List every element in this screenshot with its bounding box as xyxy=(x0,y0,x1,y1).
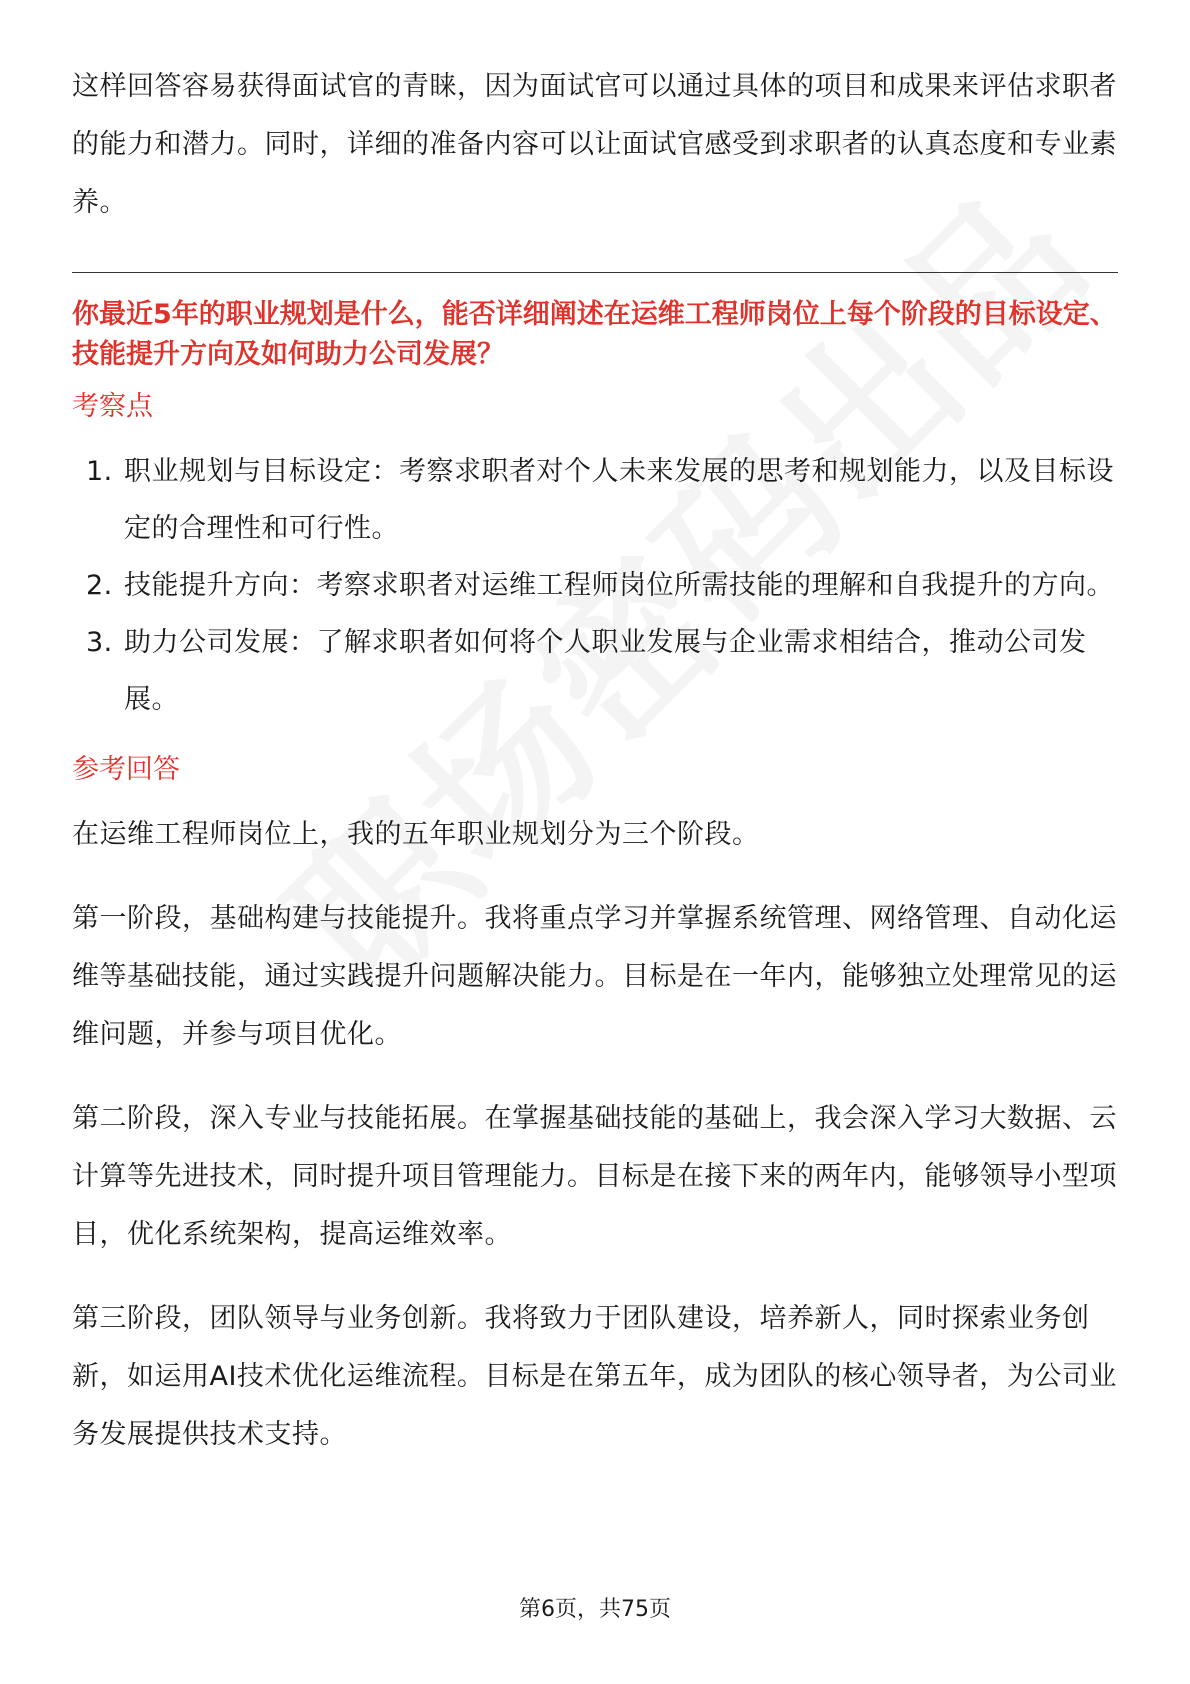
answer-paragraph: 在运维工程师岗位上，我的五年职业规划分为三个阶段。 xyxy=(72,819,760,850)
intro-paragraph: 这样回答容易获得面试官的青睐，因为面试官可以通过具体的项目和成果来评估求职者的能力和潜力。同时，详细的准备内容可以让面试官感受到求职者的认真态度和专业素养。 xyxy=(72,71,1117,218)
content-area xyxy=(72,58,1118,1490)
answer-paragraph: 第二阶段，深入专业与技能拓展。在掌握基础技能的基础上，我会深入学习大数据、云计算等先进技术，同时提升项目管理能力。目标是在接下来的两年内，能够领导小型项目，优化系统架构，提高运维效率。 xyxy=(72,1103,1117,1250)
assessment-item-text: 职业规划与目标设定：考察求职者对个人未来发展的思考和规划能力，以及目标设定的合理性和可行性。 xyxy=(124,456,1114,544)
assessment-item xyxy=(72,614,1118,728)
section-divider xyxy=(72,272,1118,273)
answer-paragraph: 第一阶段，基础构建与技能提升。我将重点学习并掌握系统管理、网络管理、自动化运维等基础技能，通过实践提升问题解决能力。目标是在一年内，能够独立处理常见的运维问题，并参与项目优化。 xyxy=(72,903,1117,1050)
list-number: 1. xyxy=(86,456,113,487)
list-number: 3. xyxy=(86,627,113,658)
assessment-item xyxy=(72,557,1118,614)
reference-answer-title: 参考回答 xyxy=(72,754,180,785)
assessment-item-text: 技能提升方向：考察求职者对运维工程师岗位所需技能的理解和自我提升的方向。 xyxy=(124,570,1114,601)
assessment-list xyxy=(72,443,1118,728)
page-footer: 第6页，共75页 xyxy=(519,1597,671,1622)
assessment-item xyxy=(72,443,1118,557)
assessment-item-text: 助力公司发展：了解求职者如何将个人职业发展与企业需求相结合，推动公司发展。 xyxy=(124,627,1087,715)
assessment-title: 考察点 xyxy=(72,391,153,422)
interview-question: 你最近5年的职业规划是什么，能否详细阐述在运维工程师岗位上每个阶段的目标设定、技能提升方向及如何助力公司发展？ xyxy=(72,299,1117,370)
list-number: 2. xyxy=(86,570,113,601)
answer-paragraph: 第三阶段，团队领导与业务创新。我将致力于团队建设，培养新人，同时探索业务创新，如运用AI技术优化运维流程。目标是在第五年，成为团队的核心领导者，为公司业务发展提供技术支持。 xyxy=(72,1303,1117,1450)
